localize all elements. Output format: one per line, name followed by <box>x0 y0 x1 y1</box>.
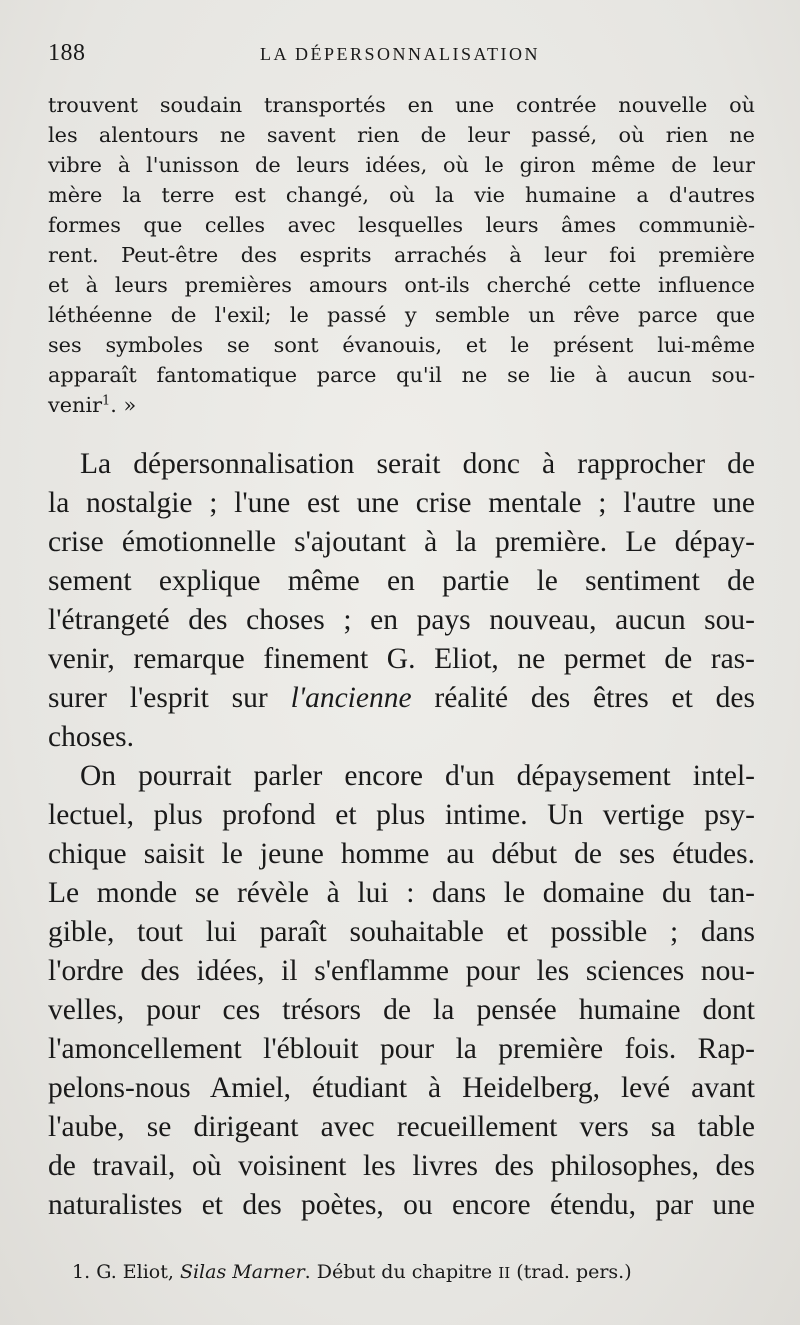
footnote-reference: 1 <box>102 393 111 409</box>
running-title: LA DÉPERSONNALISATION <box>259 44 540 64</box>
paragraph <box>48 757 755 1225</box>
footnote-text: (trad. pers.) <box>510 1261 632 1283</box>
text-line: et à leurs premières amours ont-ils cherché cette influence <box>48 273 755 297</box>
footnote-book-title: Silas Marner <box>179 1261 305 1283</box>
text-line: gible, tout lui paraît souhaitable et possible ; dans <box>48 916 755 948</box>
text-line: de travail, où voisinent les livres des philosophes, des <box>48 1150 755 1182</box>
text-segment: réalité des êtres et des <box>411 682 755 714</box>
text-segment: surer l'esprit sur <box>48 682 291 714</box>
text-line <box>48 679 755 718</box>
quotation-block <box>48 90 755 420</box>
text-line: sement explique même en partie le sentiment de <box>48 565 755 597</box>
text-line: naturalistes et des poètes, ou encore étendu, par une <box>48 1189 755 1221</box>
text-line: l'étrangeté des choses ; en pays nouveau, aucun sou- <box>48 604 755 636</box>
body-text <box>48 445 755 1225</box>
text-line: On pourrait parler encore d'un dépaysement intel- <box>80 760 755 792</box>
footnote-author: G. Eliot, <box>96 1261 174 1283</box>
emphasized-word: l'ancienne <box>290 682 412 714</box>
footnote <box>72 1258 732 1287</box>
text-line: vibre à l'unisson de leurs idées, où le giron même de leur <box>48 153 755 177</box>
text-line: la nostalgie ; l'une est une crise mentale ; l'autre une <box>48 487 755 519</box>
page-number: 188 <box>48 40 86 66</box>
page-header <box>48 40 752 70</box>
text-line: venir, remarque finement G. Eliot, ne permet de ras- <box>48 643 755 675</box>
text-line: trouvent soudain transportés en une contrée nouvelle où <box>48 93 755 117</box>
text-line: apparaît fantomatique parce qu'il ne se lie à aucun sou- <box>48 363 755 387</box>
text-segment: venir <box>48 393 103 417</box>
text-line: velles, pour ces trésors de la pensée humaine dont <box>48 994 755 1026</box>
text-line: La dépersonnalisation serait donc à rapprocher de <box>80 448 755 480</box>
text-line: pelons-nous Amiel, étudiant à Heidelberg, levé avant <box>48 1072 755 1104</box>
text-line: les alentours ne savent rien de leur passé, où rien ne <box>48 123 755 147</box>
text-line: l'aube, se dirigeant avec recueillement vers sa table <box>48 1111 755 1143</box>
text-line: Le monde se révèle à lui : dans le domaine du tan- <box>48 877 755 909</box>
text-line: rent. Peut-être des esprits arrachés à leur foi première <box>48 243 755 267</box>
text-line: l'amoncellement l'éblouit pour la première fois. Rap- <box>48 1033 755 1065</box>
text-line: mère la terre est changé, où la vie humaine a d'autres <box>48 183 755 207</box>
text-line: formes que celles avec lesquelles leurs âmes communiè- <box>48 213 755 237</box>
text-line: chique saisit le jeune homme au début de ses études. <box>48 838 755 870</box>
footnote-number: 1. <box>72 1261 91 1283</box>
text-line: crise émotionnelle s'ajoutant à la première. Le dépay- <box>48 526 755 558</box>
paragraph <box>48 445 755 757</box>
text-line <box>48 390 755 420</box>
text-line: ses symboles se sont évanouis, et le présent lui-même <box>48 333 755 357</box>
footnote-text: . Début du chapitre <box>304 1261 499 1283</box>
text-line: lectuel, plus profond et plus intime. Un vertige psy- <box>48 799 755 831</box>
text-line: l'ordre des idées, il s'enflamme pour les sciences nou- <box>48 955 755 987</box>
text-line: choses. <box>48 721 135 753</box>
text-line: léthéenne de l'exil; le passé y semble un rêve parce que <box>48 303 755 327</box>
footnote-chapter: II <box>498 1264 511 1282</box>
text-segment: . » <box>110 393 137 417</box>
